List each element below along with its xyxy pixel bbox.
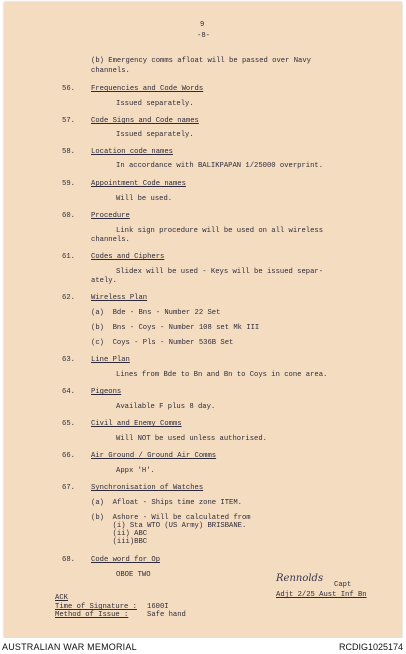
item-text: In accordance with BALIKPAPAN 1/25000 overprint.: [116, 162, 324, 170]
item-number: 66.: [62, 452, 75, 460]
signature-rank: Capt: [334, 581, 352, 589]
item-heading: Frequencies and Code Words: [91, 85, 204, 93]
item-text: (i) Sta WTO (US Army) BRISBANE.: [91, 522, 247, 530]
page-number-sub: -8-: [197, 32, 210, 40]
item-number: 62.: [62, 294, 75, 302]
item-number: 65.: [62, 420, 75, 428]
item-heading: Air Ground / Ground Air Comms: [91, 452, 217, 460]
footer-record-id: RCDIG1025174: [338, 642, 403, 652]
item-text: ately.: [91, 277, 117, 285]
item-text: (a) Afloat - Ships time zone ITEM.: [91, 499, 242, 507]
item-text: Issued separately.: [116, 131, 194, 139]
item-text: (a) Bde - Bns - Number 22 Set: [91, 309, 221, 317]
item-number: 67.: [62, 484, 75, 492]
item-number: 58.: [62, 148, 75, 156]
intro-line-2: channels.: [91, 67, 130, 75]
item-text: (b) Bns - Coys - Number 108 set Mk III: [91, 324, 260, 332]
item-number: 68.: [62, 556, 75, 564]
item-number: 60.: [62, 212, 75, 220]
item-text: Link sign procedure will be used on all wireless: [116, 227, 324, 235]
item-heading: Pigeons: [91, 388, 122, 396]
item-text: Lines from Bde to Bn and Bn to Coys in cone area.: [116, 371, 328, 379]
item-text: Slidex will be used - Keys will be issued separ-: [116, 268, 324, 276]
item-heading: Line Plan: [91, 356, 130, 364]
item-number: 61.: [62, 253, 75, 261]
item-text: (c) Coys - Pls - Number 536B Set: [91, 339, 234, 347]
item-text: Available F plus 8 day.: [116, 403, 216, 411]
item-heading: Civil and Enemy Comms: [91, 420, 182, 428]
item-number: 59.: [62, 180, 75, 188]
method-of-issue-label: Method of Issue :: [55, 611, 129, 619]
item-heading: Wireless Plan: [91, 294, 148, 302]
item-heading: Codes and Ciphers: [91, 253, 165, 261]
item-heading: Appointment Code names: [91, 180, 186, 188]
intro-line-1: (b) Emergency comms afloat will be passed over Navy: [91, 57, 311, 65]
item-number: 63.: [62, 356, 75, 364]
item-text: (iii)BBC: [91, 538, 148, 546]
item-text: (b) Ashore - Will be calculated from: [91, 514, 251, 522]
method-of-issue-value: Safe hand: [147, 611, 186, 619]
ack-label: ACK: [55, 594, 68, 602]
item-heading: Synchronisation of Watches: [91, 484, 204, 492]
item-text: Issued separately.: [116, 100, 194, 108]
item-heading: Location code names: [91, 148, 173, 156]
item-text: Appx 'H'.: [116, 467, 155, 475]
item-text: (ii) ABC: [91, 530, 148, 538]
item-text: Will be used.: [116, 195, 173, 203]
archive-footer: [0, 638, 406, 654]
item-number: 56.: [62, 85, 75, 93]
item-text: channels.: [91, 236, 130, 244]
time-of-signature-value: 1600I: [147, 603, 169, 611]
document-page: [4, 2, 402, 638]
handwritten-signature: Rennolds: [276, 573, 324, 584]
item-heading: Procedure: [91, 212, 130, 220]
item-text: Will NOT be used unless authorised.: [116, 435, 267, 443]
signature-appointment: Adjt 2/25 Aust Inf Bn: [276, 591, 367, 599]
item-number: 57.: [62, 117, 75, 125]
footer-institution: AUSTRALIAN WAR MEMORIAL: [2, 642, 137, 652]
item-heading: Code word for Op: [91, 556, 161, 564]
item-heading: Code Signs and Code names: [91, 117, 199, 125]
item-number: 64.: [62, 388, 75, 396]
page-number: 9: [200, 21, 205, 29]
item-text: OBOE TWO: [116, 571, 151, 579]
time-of-signature-label: Time of Signature :: [55, 603, 137, 611]
